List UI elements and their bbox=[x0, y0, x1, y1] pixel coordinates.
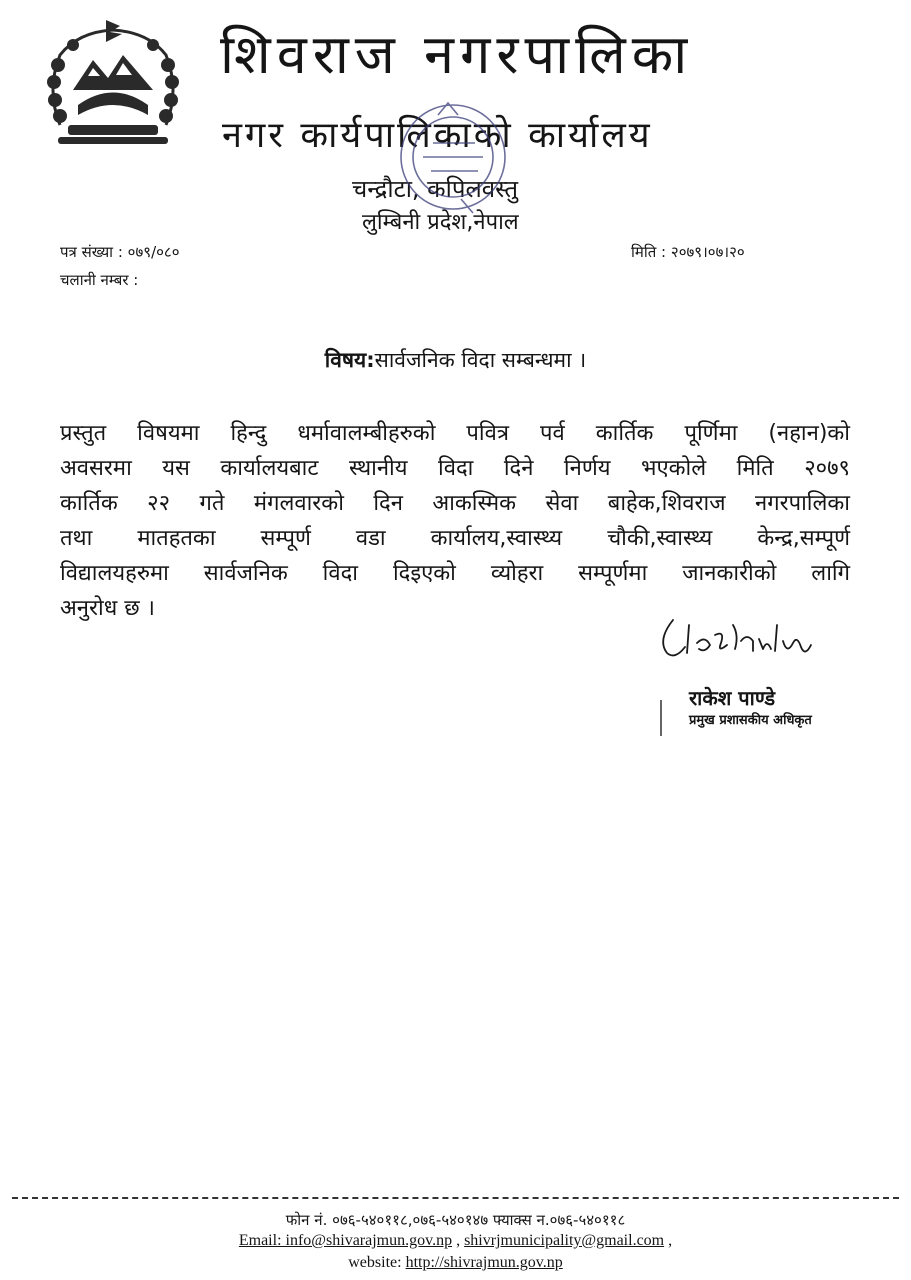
dispatch-label: चलानी नम्बर : bbox=[60, 271, 139, 289]
subject-label: विषय: bbox=[324, 348, 375, 372]
letter-date bbox=[631, 242, 745, 262]
website-link[interactable]: http://shivrajmun.gov.np bbox=[405, 1254, 563, 1271]
body-line-3: कार्तिक २२ गते मंगलवारको दिन आकस्मिक सेवा बाहेक,शिवराज नगरपालिका bbox=[60, 491, 850, 516]
email-end: , bbox=[664, 1232, 673, 1249]
body-line-6: अनुरोध छ । bbox=[60, 596, 155, 621]
municipality-title: शिवराज नगरपालिका bbox=[220, 23, 694, 86]
government-emblem-icon bbox=[38, 20, 188, 150]
date-value: २०७९।०७।२० bbox=[670, 243, 745, 261]
subject-line bbox=[0, 346, 911, 374]
signature-icon bbox=[655, 605, 845, 665]
office-subtitle: नगर कार्यपालिकाको कार्यालय bbox=[222, 115, 653, 156]
email-link-1[interactable]: info@shivarajmun.gov.np bbox=[285, 1232, 453, 1249]
signatory-title: प्रमुख प्रशासकीय अधिकृत bbox=[689, 713, 812, 728]
footer-website-line bbox=[0, 1254, 911, 1272]
signature-divider bbox=[660, 700, 662, 736]
body-line-1: प्रस्तुत विषयमा हिन्दु धर्मावालम्बीहरुको पवित्र पर्व कार्तिक पूर्णिमा (नहान)को bbox=[60, 421, 850, 446]
reference-value: ०७९/०८० bbox=[127, 243, 180, 261]
subject-text: सार्वजनिक विदा सम्बन्धमा । bbox=[374, 348, 587, 372]
footer-divider bbox=[12, 1197, 899, 1199]
footer-email-line bbox=[0, 1232, 911, 1250]
body-line-4: तथा मातहतका सम्पूर्ण वडा कार्यालय,स्वास्थ्य चौकी,स्वास्थ्य केन्द्र,सम्पूर्ण bbox=[60, 526, 850, 551]
footer-phone: फोन नं. ०७६-५४०११८,०७६-५४०१४७ फ्याक्स न.०७६-५४०११८ bbox=[285, 1211, 626, 1229]
address-line-1: चन्द्रौटा, कपिलवस्तु bbox=[352, 175, 519, 203]
email-link-2[interactable]: shivrjmunicipality@gmail.com bbox=[464, 1232, 665, 1249]
reference-number bbox=[60, 242, 180, 262]
email-separator: , bbox=[452, 1232, 465, 1249]
signatory-name: राकेश पाण्डे bbox=[689, 686, 776, 710]
dispatch-number bbox=[60, 270, 138, 290]
address-line-2: लुम्बिनी प्रदेश,नेपाल bbox=[362, 210, 519, 235]
website-label: website: bbox=[348, 1254, 406, 1271]
date-label: मिति : bbox=[631, 243, 667, 261]
email-label: Email: bbox=[238, 1232, 286, 1249]
reference-label: पत्र संख्या : bbox=[60, 243, 123, 261]
body-line-5: विद्यालयहरुमा सार्वजनिक विदा दिइएको व्योहरा सम्पूर्णमा जानकारीको लागि bbox=[60, 561, 850, 586]
office-stamp-icon bbox=[383, 95, 523, 225]
body-line-2: अवसरमा यस कार्यालयबाट स्थानीय विदा दिने निर्णय भएकोले मिति २०७९ bbox=[60, 456, 850, 481]
